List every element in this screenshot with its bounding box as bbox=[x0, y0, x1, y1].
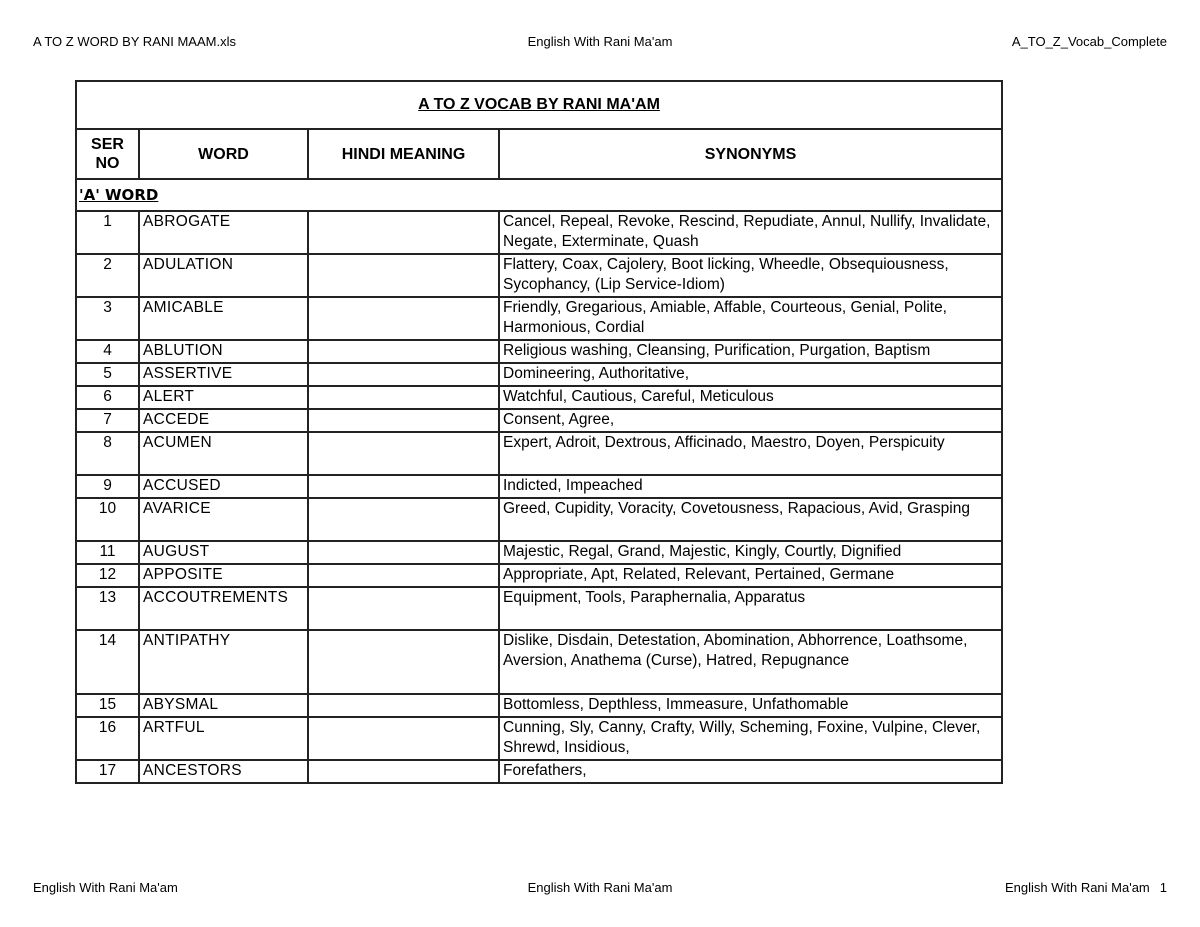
vocab-sheet bbox=[75, 80, 1001, 784]
column-header-row bbox=[76, 129, 1002, 179]
hindi-meaning-cell bbox=[308, 760, 499, 783]
ser-no-cell: 1 bbox=[76, 211, 139, 254]
word-cell: ACCEDE bbox=[139, 409, 308, 432]
hindi-meaning-cell bbox=[308, 694, 499, 717]
page-footer-left: English With Rani Ma'am bbox=[33, 880, 178, 895]
synonyms-cell: Appropriate, Apt, Related, Relevant, Pertained, Germane bbox=[499, 564, 1002, 587]
hindi-meaning-cell bbox=[308, 409, 499, 432]
ser-no-cell: 11 bbox=[76, 541, 139, 564]
table-row bbox=[76, 760, 1002, 783]
word-cell: AVARICE bbox=[139, 498, 308, 541]
vocab-table bbox=[75, 80, 1003, 784]
column-header-synonyms: SYNONYMS bbox=[499, 129, 1002, 179]
word-cell: APPOSITE bbox=[139, 564, 308, 587]
page-number: 1 bbox=[1159, 880, 1167, 895]
synonyms-cell: Religious washing, Cleansing, Purification, Purgation, Baptism bbox=[499, 340, 1002, 363]
synonyms-cell: Bottomless, Depthless, Immeasure, Unfathomable bbox=[499, 694, 1002, 717]
table-title-row bbox=[76, 81, 1002, 129]
column-header-ser-no: SER NO bbox=[76, 129, 139, 179]
hindi-meaning-cell bbox=[308, 297, 499, 340]
synonyms-cell: Consent, Agree, bbox=[499, 409, 1002, 432]
table-row bbox=[76, 409, 1002, 432]
word-cell: ABROGATE bbox=[139, 211, 308, 254]
synonyms-cell: Dislike, Disdain, Detestation, Abomination, Abhorrence, Loathsome, Aversion, Anathema (Curse), Hatred, Repugnance bbox=[499, 630, 1002, 694]
table-row bbox=[76, 498, 1002, 541]
table-row bbox=[76, 432, 1002, 475]
ser-no-cell: 17 bbox=[76, 760, 139, 783]
word-cell: ANCESTORS bbox=[139, 760, 308, 783]
ser-no-cell: 7 bbox=[76, 409, 139, 432]
hindi-meaning-cell bbox=[308, 541, 499, 564]
table-row bbox=[76, 717, 1002, 760]
hindi-meaning-cell bbox=[308, 630, 499, 694]
ser-no-cell: 3 bbox=[76, 297, 139, 340]
table-row bbox=[76, 564, 1002, 587]
page-header-title: English With Rani Ma'am bbox=[527, 34, 673, 49]
column-header-word: WORD bbox=[139, 129, 308, 179]
hindi-meaning-cell bbox=[308, 498, 499, 541]
hindi-meaning-cell bbox=[308, 717, 499, 760]
word-cell: AUGUST bbox=[139, 541, 308, 564]
word-cell: ACCOUTREMENTS bbox=[139, 587, 308, 630]
synonyms-cell: Indicted, Impeached bbox=[499, 475, 1002, 498]
ser-no-cell: 10 bbox=[76, 498, 139, 541]
word-cell: ACUMEN bbox=[139, 432, 308, 475]
table-row bbox=[76, 541, 1002, 564]
synonyms-cell: Cancel, Repeal, Revoke, Rescind, Repudiate, Annul, Nullify, Invalidate, Negate, Exterminate, Quash bbox=[499, 211, 1002, 254]
word-cell: ANTIPATHY bbox=[139, 630, 308, 694]
ser-no-cell: 14 bbox=[76, 630, 139, 694]
synonyms-cell: Majestic, Regal, Grand, Majestic, Kingly, Courtly, Dignified bbox=[499, 541, 1002, 564]
word-cell: ALERT bbox=[139, 386, 308, 409]
page-footer-center: English With Rani Ma'am bbox=[527, 880, 673, 895]
word-cell: ARTFUL bbox=[139, 717, 308, 760]
table-row bbox=[76, 254, 1002, 297]
synonyms-cell: Greed, Cupidity, Voracity, Covetousness, Rapacious, Avid, Grasping bbox=[499, 498, 1002, 541]
section-label: 'A' WORD bbox=[76, 179, 1002, 211]
column-header-hindi-meaning: HINDI MEANING bbox=[308, 129, 499, 179]
table-row bbox=[76, 630, 1002, 694]
ser-no-cell: 13 bbox=[76, 587, 139, 630]
synonyms-cell: Flattery, Coax, Cajolery, Boot licking, Wheedle, Obsequiousness, Sycophancy, (Lip Service-Idiom) bbox=[499, 254, 1002, 297]
table-title: A TO Z VOCAB BY RANI MA'AM bbox=[76, 81, 1002, 129]
ser-no-cell: 6 bbox=[76, 386, 139, 409]
synonyms-cell: Forefathers, bbox=[499, 760, 1002, 783]
table-row bbox=[76, 475, 1002, 498]
table-row bbox=[76, 340, 1002, 363]
synonyms-cell: Cunning, Sly, Canny, Crafty, Willy, Scheming, Foxine, Vulpine, Clever, Shrewd, Insidious, bbox=[499, 717, 1002, 760]
ser-no-cell: 2 bbox=[76, 254, 139, 297]
word-cell: AMICABLE bbox=[139, 297, 308, 340]
ser-no-cell: 9 bbox=[76, 475, 139, 498]
hindi-meaning-cell bbox=[308, 564, 499, 587]
synonyms-cell: Expert, Adroit, Dextrous, Afficinado, Maestro, Doyen, Perspicuity bbox=[499, 432, 1002, 475]
section-row bbox=[76, 179, 1002, 211]
ser-no-cell: 15 bbox=[76, 694, 139, 717]
page-footer-right bbox=[1005, 880, 1167, 896]
ser-no-cell: 4 bbox=[76, 340, 139, 363]
word-cell: ABLUTION bbox=[139, 340, 308, 363]
ser-no-cell: 8 bbox=[76, 432, 139, 475]
synonyms-cell: Domineering, Authoritative, bbox=[499, 363, 1002, 386]
ser-no-cell: 12 bbox=[76, 564, 139, 587]
hindi-meaning-cell bbox=[308, 432, 499, 475]
hindi-meaning-cell bbox=[308, 587, 499, 630]
hindi-meaning-cell bbox=[308, 363, 499, 386]
table-row bbox=[76, 694, 1002, 717]
synonyms-cell: Watchful, Cautious, Careful, Meticulous bbox=[499, 386, 1002, 409]
page-header-sheet-name: A_TO_Z_Vocab_Complete bbox=[1011, 34, 1167, 49]
page-header-filename: A TO Z WORD BY RANI MAAM.xls bbox=[33, 34, 236, 49]
hindi-meaning-cell bbox=[308, 211, 499, 254]
synonyms-cell: Friendly, Gregarious, Amiable, Affable, Courteous, Genial, Polite, Harmonious, Cordial bbox=[499, 297, 1002, 340]
ser-no-cell: 16 bbox=[76, 717, 139, 760]
ser-no-cell: 5 bbox=[76, 363, 139, 386]
word-cell: ASSERTIVE bbox=[139, 363, 308, 386]
synonyms-cell: Equipment, Tools, Paraphernalia, Apparatus bbox=[499, 587, 1002, 630]
page-footer-right-text: English With Rani Ma'am bbox=[1004, 880, 1150, 895]
table-row bbox=[76, 363, 1002, 386]
hindi-meaning-cell bbox=[308, 386, 499, 409]
hindi-meaning-cell bbox=[308, 340, 499, 363]
word-cell: ABYSMAL bbox=[139, 694, 308, 717]
word-cell: ADULATION bbox=[139, 254, 308, 297]
word-cell: ACCUSED bbox=[139, 475, 308, 498]
hindi-meaning-cell bbox=[308, 254, 499, 297]
table-row bbox=[76, 386, 1002, 409]
table-row bbox=[76, 297, 1002, 340]
table-row bbox=[76, 211, 1002, 254]
hindi-meaning-cell bbox=[308, 475, 499, 498]
table-row bbox=[76, 587, 1002, 630]
